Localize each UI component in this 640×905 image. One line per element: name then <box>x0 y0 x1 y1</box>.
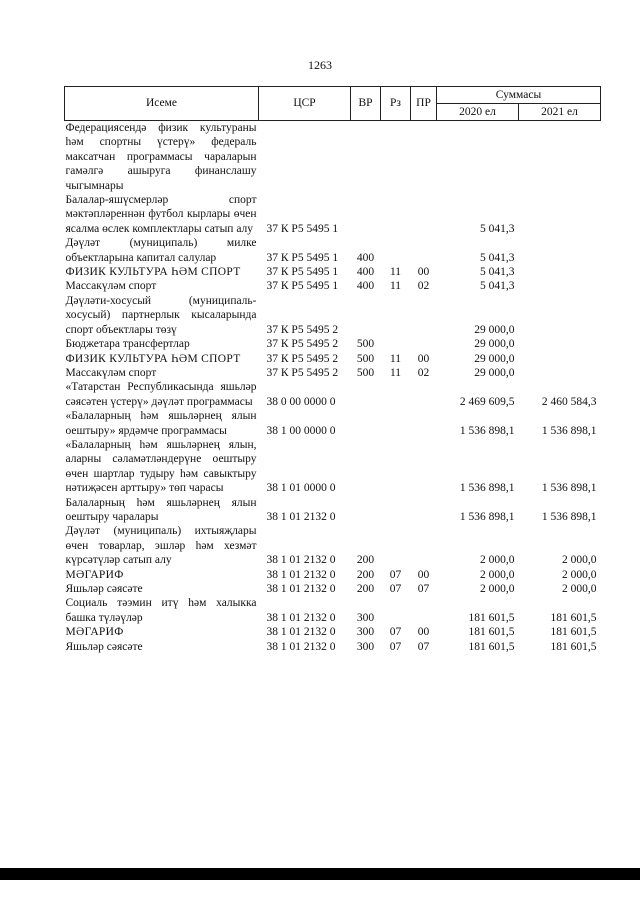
cell-pr <box>411 438 437 496</box>
table-row <box>65 568 601 582</box>
cell-csr: 37 К Р5 5495 2 <box>266 366 339 379</box>
cell-2021 <box>519 366 601 380</box>
header-year-2020: 2020 ел <box>437 104 519 121</box>
cell-csr: 37 К Р5 5495 1 <box>266 266 339 279</box>
cell-2021: 2 000,0 <box>562 568 597 581</box>
cell-csr: 38 1 01 2132 0 <box>266 510 336 523</box>
cell-pr: 00 <box>417 568 430 581</box>
cell-rz: 07 <box>389 568 402 581</box>
cell-2020 <box>437 121 519 194</box>
table-row <box>65 121 601 194</box>
cell-csr: 38 1 01 2132 0 <box>266 640 336 653</box>
cell-vr: 300 <box>356 626 375 639</box>
cell-pr <box>411 380 437 409</box>
cell-2020: 29 000,0 <box>474 366 515 379</box>
cell-vr: 500 <box>356 366 375 379</box>
cell-csr: 37 К Р5 5495 1 <box>266 280 339 293</box>
cell-2021: 181 601,5 <box>550 640 597 653</box>
cell-2020: 2 000,0 <box>480 554 515 567</box>
cell-vr: 400 <box>356 251 375 264</box>
header-csr: ЦСР <box>259 87 351 121</box>
cell-rz: 07 <box>389 640 402 653</box>
cell-name: Дәүләт (муниципаль) милке объектларына капитал салулар <box>65 237 257 264</box>
cell-name: Яшьләр сәясәте <box>65 640 143 653</box>
cell-name: Яшьләр сәясәте <box>65 583 143 595</box>
table-body <box>65 121 601 655</box>
table-row <box>65 496 601 525</box>
cell-rz <box>381 193 411 236</box>
table-header <box>65 87 601 121</box>
table-row <box>65 265 601 279</box>
cell-2021: 181 601,5 <box>550 611 597 624</box>
cell-csr: 37 К Р5 5495 2 <box>266 338 339 351</box>
cell-2021: 1 536 898,1 <box>541 510 597 523</box>
cell-csr: 37 К Р5 5495 2 <box>266 352 339 365</box>
cell-vr <box>351 380 381 409</box>
cell-name: ФИЗИК КУЛЬТУРА ҺӘМ СПОРТ <box>65 352 241 365</box>
cell-rz: 11 <box>389 280 402 293</box>
cell-pr <box>411 193 437 236</box>
table-row <box>65 438 601 496</box>
cell-2021 <box>519 352 601 366</box>
cell-csr <box>259 121 351 194</box>
header-rz: Рз <box>381 87 411 121</box>
cell-vr: 500 <box>356 338 375 351</box>
table-row <box>65 625 601 639</box>
budget-table <box>64 86 601 654</box>
cell-name: Бюджетара трансфертлар <box>65 338 190 351</box>
cell-2021: 1 536 898,1 <box>541 424 597 437</box>
cell-2021 <box>519 236 601 265</box>
cell-vr <box>351 496 381 525</box>
cell-name: МӘГАРИФ <box>65 568 124 581</box>
cell-2020: 5 041,3 <box>480 266 515 279</box>
cell-rz <box>381 337 411 351</box>
cell-2020: 29 000,0 <box>474 338 515 351</box>
cell-2020: 29 000,0 <box>474 352 515 365</box>
cell-name: Федерациясендә физик культураны һәм спортны үстерү» федераль максатчан программасы чараларын гамәлгә ашыруга финанслашу чыгымнары <box>65 122 257 192</box>
cell-vr <box>351 121 381 194</box>
cell-pr: 07 <box>417 640 430 653</box>
cell-name: «Балаларның һәм яшьләрнең ялын, аларны сәламәтләндерүне оештыру өчен шартлар тудыру һәм савыктыру нәтиҗәсен арттыру» төп чарасы <box>65 438 257 495</box>
table-row <box>65 640 601 654</box>
cell-rz <box>381 380 411 409</box>
cell-csr: 38 1 01 2132 0 <box>266 583 336 595</box>
cell-pr: 07 <box>417 583 430 595</box>
cell-rz <box>381 438 411 496</box>
cell-2021: 1 536 898,1 <box>541 482 597 495</box>
cell-2020: 181 601,5 <box>468 626 515 639</box>
scan-edge-bar <box>0 868 640 880</box>
cell-2021 <box>519 279 601 293</box>
cell-2021: 2 000,0 <box>562 583 597 595</box>
table-row <box>65 366 601 380</box>
cell-vr <box>351 193 381 236</box>
cell-csr: 37 К Р5 5495 1 <box>266 251 339 264</box>
cell-pr <box>411 496 437 525</box>
header-pr: ПР <box>411 87 437 121</box>
cell-2020: 181 601,5 <box>468 640 515 653</box>
cell-rz <box>381 121 411 194</box>
cell-vr <box>351 294 381 337</box>
cell-rz <box>381 524 411 567</box>
table-row <box>65 524 601 567</box>
cell-pr: 00 <box>417 626 430 639</box>
cell-2020: 1 536 898,1 <box>459 482 515 495</box>
cell-2020: 2 469 609,5 <box>459 395 515 408</box>
cell-vr: 200 <box>356 568 375 581</box>
header-sums: Суммасы <box>437 87 601 104</box>
table-row <box>65 596 601 625</box>
cell-name: ФИЗИК КУЛЬТУРА ҺӘМ СПОРТ <box>65 266 241 279</box>
cell-2020: 5 041,3 <box>480 251 515 264</box>
cell-rz <box>381 409 411 438</box>
table-row <box>65 352 601 366</box>
table-row <box>65 193 601 236</box>
cell-2020: 2 000,0 <box>480 568 515 581</box>
cell-pr <box>411 409 437 438</box>
cell-rz: 11 <box>389 366 402 379</box>
cell-vr: 300 <box>356 640 375 653</box>
page-number: 1263 <box>308 58 332 72</box>
cell-rz: 11 <box>389 266 402 279</box>
cell-csr: 38 1 01 0000 0 <box>266 482 336 495</box>
header-vr: ВР <box>351 87 381 121</box>
cell-name: Массакүләм спорт <box>65 366 157 379</box>
table-row <box>65 279 601 293</box>
cell-csr: 37 К Р5 5495 1 <box>266 222 339 235</box>
table-row <box>65 582 601 596</box>
cell-2020: 2 000,0 <box>480 583 515 595</box>
cell-name: Балаларның һәм яшьләрнең ялын оештыру чаралары <box>65 496 257 523</box>
cell-2020: 181 601,5 <box>468 611 515 624</box>
cell-name: Дәүләт (муниципаль) ихтыяҗлары өчен товарлар, эшләр һәм хезмәт күрсәтүләр сатып алу <box>65 525 257 567</box>
cell-vr: 400 <box>356 266 375 279</box>
cell-csr: 38 1 00 0000 0 <box>266 424 336 437</box>
cell-csr: 38 1 01 2132 0 <box>266 568 336 581</box>
cell-2021: 2 000,0 <box>562 554 597 567</box>
table-row <box>65 380 601 409</box>
cell-name: «Татарстан Республикасында яшьләр сәясәтен үстерү» дәүләт программасы <box>65 381 257 408</box>
cell-csr: 38 1 01 2132 0 <box>266 554 336 567</box>
cell-pr <box>411 337 437 351</box>
cell-name: Дәүләти-хосусый (муниципаль-хосусый) партнерлык кысаларында спорт объектлары төзү <box>65 294 257 336</box>
cell-pr <box>411 294 437 337</box>
cell-2021: 2 460 584,3 <box>541 395 597 408</box>
cell-pr <box>411 524 437 567</box>
cell-name: МӘГАРИФ <box>65 626 124 639</box>
cell-rz: 11 <box>389 352 402 365</box>
cell-pr: 02 <box>417 280 430 293</box>
cell-csr: 38 0 00 0000 0 <box>266 395 336 408</box>
table-row <box>65 409 601 438</box>
cell-name: Балалар-яшүсмерләр спорт мәктәпләреннән футбол кырлары өчен ясалма өслек комплектлары сатып алу <box>65 194 257 235</box>
table-row <box>65 337 601 351</box>
cell-vr: 400 <box>356 280 375 293</box>
cell-csr: 37 К Р5 5495 2 <box>266 323 339 336</box>
cell-rz <box>381 496 411 525</box>
cell-vr: 500 <box>356 352 375 365</box>
cell-pr: 00 <box>417 266 430 279</box>
cell-2020: 5 041,3 <box>480 280 515 293</box>
cell-2020: 1 536 898,1 <box>459 424 515 437</box>
cell-pr: 02 <box>417 366 430 379</box>
cell-name: Массакүләм спорт <box>65 280 157 293</box>
cell-name: «Балаларның һәм яшьләрнең ялын оештыру» ярдәмче программасы <box>65 410 257 437</box>
cell-2021 <box>519 265 601 279</box>
cell-vr: 300 <box>356 611 375 624</box>
cell-2020: 5 041,3 <box>480 222 515 235</box>
table-row <box>65 294 601 337</box>
cell-pr <box>411 596 437 625</box>
cell-vr: 200 <box>356 583 375 595</box>
cell-vr: 200 <box>356 554 375 567</box>
cell-2021 <box>519 121 601 194</box>
header-year-2021: 2021 ел <box>519 104 601 121</box>
cell-2021: 181 601,5 <box>550 626 597 639</box>
table-row <box>65 236 601 265</box>
cell-2020: 29 000,0 <box>474 323 515 336</box>
cell-rz: 07 <box>389 583 402 595</box>
cell-name: Социаль тәэмин итү һәм халыкка башка түләүләр <box>65 597 257 624</box>
cell-rz <box>381 596 411 625</box>
cell-rz <box>381 294 411 337</box>
cell-2021 <box>519 193 601 236</box>
cell-vr <box>351 409 381 438</box>
cell-2021 <box>519 337 601 351</box>
cell-rz: 07 <box>389 626 402 639</box>
cell-csr: 38 1 01 2132 0 <box>266 626 336 639</box>
cell-csr: 38 1 01 2132 0 <box>266 611 336 624</box>
cell-vr <box>351 438 381 496</box>
cell-2020: 1 536 898,1 <box>459 510 515 523</box>
cell-pr <box>411 121 437 194</box>
cell-pr <box>411 236 437 265</box>
cell-pr: 00 <box>417 352 430 365</box>
cell-2021 <box>519 294 601 337</box>
header-name: Исеме <box>65 87 259 121</box>
cell-rz <box>381 236 411 265</box>
